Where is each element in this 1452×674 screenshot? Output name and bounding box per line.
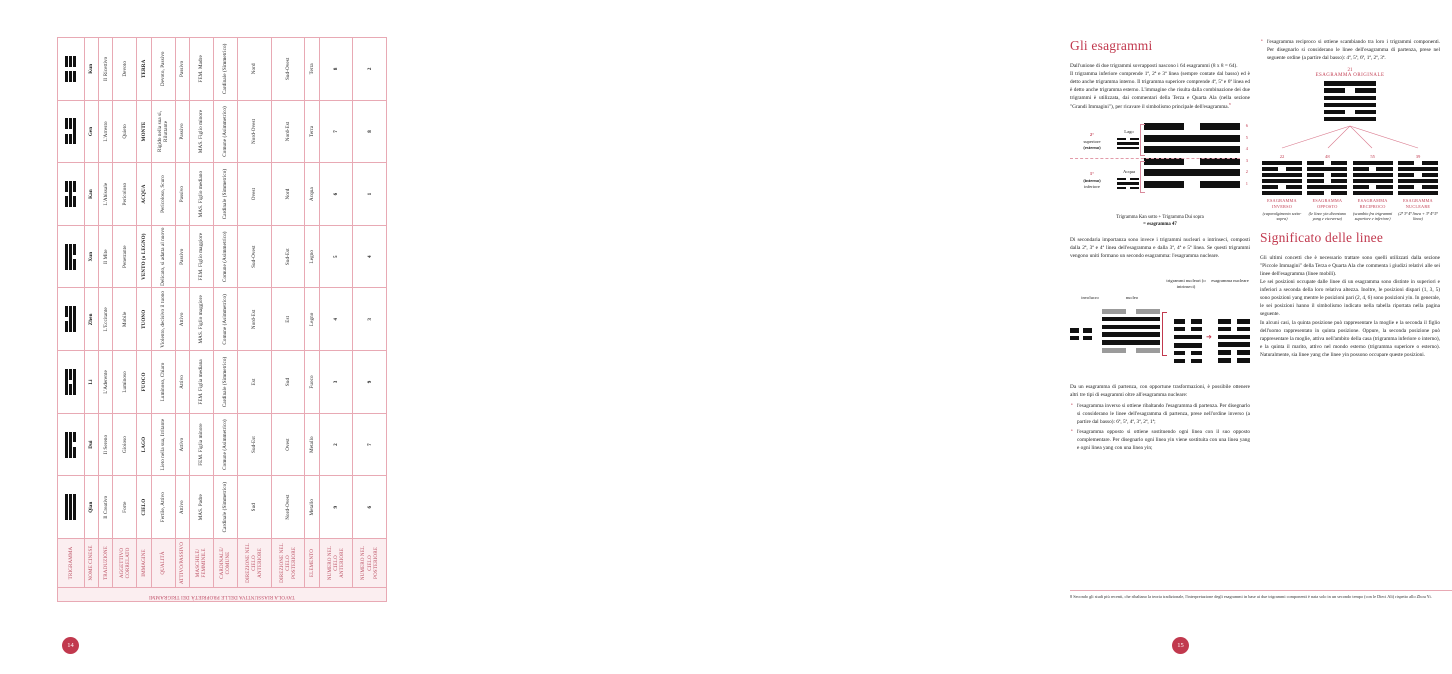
yin-line bbox=[1353, 167, 1393, 171]
table-row-label: DIREZIONE NEL CIELO ANTERIORE bbox=[237, 539, 271, 588]
yang-line bbox=[1102, 325, 1160, 330]
table-row-label: NUMERO NEL CIELO ANTERIORE bbox=[319, 539, 353, 588]
table-row-label: NUMERO NEL CIELO POSTERIORE bbox=[353, 539, 387, 588]
column-left bbox=[1070, 38, 1250, 454]
table-row-label: IMMAGINE bbox=[137, 539, 151, 588]
column-right bbox=[1260, 38, 1440, 359]
table-cell: Sud-Est bbox=[237, 413, 271, 476]
yang-line bbox=[1144, 169, 1248, 178]
table-cell bbox=[58, 100, 85, 163]
yang-line bbox=[1144, 134, 1248, 144]
variant-name: ESAGRAMMA INVERSO bbox=[1267, 198, 1297, 209]
table-cell: TERRA bbox=[137, 38, 151, 101]
table-cell: MAS. Figlio maggiore bbox=[190, 288, 214, 351]
variant-hexagram bbox=[1307, 161, 1347, 195]
rotated-table-container bbox=[57, 37, 387, 602]
table-cell bbox=[58, 38, 85, 101]
table-cell bbox=[58, 225, 85, 288]
table-cell: Legno bbox=[305, 225, 319, 288]
line-number: 4 bbox=[1245, 146, 1248, 152]
yin-line bbox=[1117, 187, 1139, 190]
involucro-line bbox=[1070, 328, 1092, 333]
table-row-label: TRIGRAMMA bbox=[58, 539, 85, 588]
table-cell: L'Arresto bbox=[99, 100, 113, 163]
fig2-label-nucleo: nucleo bbox=[1125, 295, 1139, 301]
yang-line bbox=[1102, 340, 1160, 345]
yang-line bbox=[1117, 147, 1139, 150]
table-cell: Xun bbox=[84, 225, 98, 288]
yang-line bbox=[1262, 191, 1302, 195]
table-cell: Nord-Ovest bbox=[271, 476, 305, 539]
table-cell: Il Mite bbox=[99, 225, 113, 288]
yang-line bbox=[1117, 142, 1139, 145]
table-cell: MONTE bbox=[137, 100, 151, 163]
bullet-list-right bbox=[1260, 38, 1440, 62]
table-cell: Lieto nella sua, Irritante bbox=[151, 413, 175, 476]
table-cell: FEM. Figlia minore bbox=[190, 413, 214, 476]
fig1-caption-line1: Trigramma Kan sotto + Trigramma Dui sopra bbox=[1116, 215, 1204, 221]
fig3-original-hexagram bbox=[1324, 81, 1376, 122]
table-cell: MAS. Figlio minore bbox=[190, 100, 214, 163]
yin-line bbox=[1117, 138, 1139, 141]
left-page bbox=[0, 0, 500, 674]
table-cell: 4 bbox=[353, 225, 387, 288]
fig1-lower-b: inferiore bbox=[1084, 184, 1100, 190]
yang-line bbox=[1102, 332, 1160, 337]
fig2-arrow-icon: ➜ bbox=[1206, 333, 1212, 342]
yang-line bbox=[1218, 335, 1250, 340]
yin-line bbox=[1307, 179, 1347, 183]
yin-line bbox=[1144, 123, 1248, 132]
table-cell: Metallo bbox=[305, 413, 319, 476]
trigram-glyph bbox=[64, 56, 78, 82]
trigram-glyph bbox=[64, 181, 78, 207]
fig2-label-esanucleare: esagramma nucleare bbox=[1211, 278, 1249, 284]
table-cell: Terra bbox=[305, 38, 319, 101]
yang-line bbox=[1398, 167, 1438, 171]
paragraph-5: Gli ultimi concetti che è necessario trattare sono quelli utilizzati dalla sezione "Piccole Immagini" della Terza e Quarta Ala che commenta i giudizi relativi alle sei linee dell'esagramma (linee mobili). bbox=[1260, 255, 1440, 278]
table-cell: Rigido nella sua si, Riluttante bbox=[151, 100, 175, 163]
yin-line bbox=[1174, 359, 1202, 364]
yang-line bbox=[1324, 81, 1376, 86]
involucro-line bbox=[1070, 336, 1092, 341]
yin-line bbox=[1307, 173, 1347, 177]
table-cell: L'Abissale bbox=[99, 163, 113, 226]
fig1-lower-number: 1° bbox=[1089, 171, 1095, 177]
table-cell bbox=[58, 476, 85, 539]
table-cell: Passivo bbox=[175, 225, 189, 288]
table-cell: Cardinale (Simmetrico) bbox=[213, 163, 237, 226]
fig2-bracket bbox=[1162, 312, 1167, 356]
table-cell: Kan bbox=[84, 163, 98, 226]
fan-lines-svg bbox=[1260, 124, 1440, 150]
table-cell: Comune (Asimmetrico) bbox=[213, 413, 237, 476]
paragraph-2: Il trigramma inferiore comprende 1ª, 2ª e 3ª linea (sempre contate dal basso) ed è detto anche trigramma interno. Il trigramma superiore comprende 4ª, 5ª e 6ª linea ed è detto anche trigramma esterno. L'immagine che risulta dalla combinazione dei due trigrammi è utilizzata, dai commentari della Terza e Quarta Ala (nella sezione "Grandi Immagini"), per ricavare il simbolismo principale dell'esagramma.$^8$ bbox=[1070, 71, 1250, 110]
variant-hexagram bbox=[1353, 161, 1393, 195]
fig2-label-nuclei: trigrammi nucleari (o intrinseci) bbox=[1166, 278, 1206, 289]
hexagram-variant bbox=[1351, 154, 1395, 221]
yang-line bbox=[1353, 173, 1393, 177]
table-cell: Passivo bbox=[175, 100, 189, 163]
table-cell: L'Aderente bbox=[99, 351, 113, 414]
table-cell: Nord bbox=[271, 163, 305, 226]
yang-line bbox=[1174, 335, 1202, 340]
table-cell: L'Eccitante bbox=[99, 288, 113, 351]
bullet-item: • l'esagramma opposto si ottiene sostituendo ogni linea con il suo opposto complementare. Per disegnarlo ogni linea yin viene sostituita con una linea yang e ogni linea yang con una linea yin; bbox=[1070, 428, 1250, 452]
table-cell: Nord-Ovest bbox=[237, 100, 271, 163]
trigram-properties-table bbox=[57, 37, 387, 602]
table-row-label: ATTIVO/PASSIVO bbox=[175, 539, 189, 588]
table-cell: Mobile bbox=[113, 288, 137, 351]
table-cell: FEM. Madre bbox=[190, 38, 214, 101]
table-cell: 9 bbox=[353, 351, 387, 414]
table-cell: Zhen bbox=[84, 288, 98, 351]
fig2-source-hexagram bbox=[1102, 309, 1160, 356]
table-row-label: ELEMENTO bbox=[305, 539, 319, 588]
table-cell: Comune (Asimmetrico) bbox=[213, 100, 237, 163]
table-cell: Comune (Asimmetrico) bbox=[213, 225, 237, 288]
yin-line bbox=[1307, 191, 1347, 195]
table-cell: Sud-Ovest bbox=[237, 225, 271, 288]
table-row-label: CARDINALE/ COMUNE bbox=[213, 539, 237, 588]
fig2-result-hexagram bbox=[1218, 319, 1250, 366]
bullet-list-left bbox=[1070, 402, 1250, 452]
bullet-item: • l'esagramma reciproco si ottiene scambiando tra loro i trigrammi componenti. Per disegnarlo si considerano le linee dell'esagramma di partenza, prese nel seguente ordine (a partire dal basso): 4ª, 5ª, 6ª, 1ª, 2ª, 3ª. bbox=[1260, 38, 1440, 62]
table-cell: FUOCO bbox=[137, 351, 151, 414]
fig3-fan-connector bbox=[1260, 124, 1440, 150]
variant-description: (scambio fra trigrammi superiore e inferiore) bbox=[1352, 211, 1393, 222]
table-cell: Nord bbox=[237, 38, 271, 101]
table-cell: Sud-Ovest bbox=[271, 38, 305, 101]
table-cell: ACQUA bbox=[137, 163, 151, 226]
fig2-label-involucro: involucro bbox=[1081, 295, 1099, 301]
fig1-caption-line2: = esagramma 47 bbox=[1143, 222, 1177, 227]
yang-line bbox=[1353, 191, 1393, 195]
table-cell: Devoto, Passivo bbox=[151, 38, 175, 101]
paragraph-4: Da un esagramma di partenza, con opportune trasformazioni, è possibile ottenere altri tre tipi di esagrammi oltre all'esagramma nucleare: bbox=[1070, 384, 1250, 399]
table-cell: 8 bbox=[353, 100, 387, 163]
table-cell: 6 bbox=[353, 476, 387, 539]
table-cell: 7 bbox=[319, 100, 353, 163]
trigram-glyph bbox=[64, 432, 78, 458]
variant-hexagram bbox=[1262, 161, 1302, 195]
table-cell: Pericoloso bbox=[113, 163, 137, 226]
yin-line bbox=[1102, 348, 1160, 353]
table-cell: 2 bbox=[319, 413, 353, 476]
variant-description: (le linee yin diventano yang e viceversa) bbox=[1308, 211, 1346, 222]
yang-line bbox=[1102, 317, 1160, 322]
table-cell bbox=[58, 288, 85, 351]
fig3-variant-list bbox=[1260, 154, 1440, 221]
table-cell: Attivo bbox=[175, 413, 189, 476]
heading-gli-esagrammi: Gli esagrammi bbox=[1070, 38, 1153, 53]
line-number: 1 bbox=[1245, 180, 1248, 186]
line-number: 2 bbox=[1245, 169, 1248, 175]
fig1-lower-a: (interno) bbox=[1083, 178, 1101, 184]
right-page bbox=[500, 0, 1440, 674]
paragraph-6: Le sei posizioni occupate dalle linee di un esagramma sono distinte in superiori e inferiori a seconda della loro relativa altezza. Inoltre, le posizioni dispari (1, 3, 5) sono posizioni yang mentre le posizioni pari (2, 4, 6) sono posizioni yin. In generale, le sei posizioni hanno il simbolismo indicato nella tabella riportata nella pagina seguente. bbox=[1260, 279, 1440, 318]
table-cell: 8 bbox=[319, 38, 353, 101]
table-cell: 2 bbox=[353, 38, 387, 101]
table-row-label: QUALITÀ bbox=[151, 539, 175, 588]
footnote-marker: 8 bbox=[1228, 102, 1231, 107]
yin-line bbox=[1218, 358, 1250, 363]
table-cell: Attivo bbox=[175, 476, 189, 539]
yin-line bbox=[1262, 167, 1302, 171]
table-cell: 7 bbox=[353, 413, 387, 476]
fig1-caption bbox=[1070, 215, 1250, 229]
table-cell: 6 bbox=[319, 163, 353, 226]
table-row-label: MASCHILE/ FEMMINILE bbox=[190, 539, 214, 588]
table-cell: MAS. Padre bbox=[190, 476, 214, 539]
table-cell: Attivo bbox=[175, 288, 189, 351]
table-row-label: TRADUZIONE bbox=[99, 539, 113, 588]
yin-line bbox=[1262, 185, 1302, 189]
table-cell: 4 bbox=[319, 288, 353, 351]
variant-description: (2ª 3ª 4ª linea + 3ª 4ª 5ª linea) bbox=[1398, 211, 1438, 222]
trigram-glyph bbox=[64, 494, 78, 520]
yin-line bbox=[1307, 161, 1347, 165]
trigram-glyph bbox=[64, 369, 78, 395]
table-cell: Il Creativo bbox=[99, 476, 113, 539]
table-cell: 5 bbox=[319, 225, 353, 288]
table-cell: Pericoloso, Scuro bbox=[151, 163, 175, 226]
table-cell: Cardinale (Simmetrico) bbox=[213, 351, 237, 414]
table-cell: Nord-Est bbox=[271, 100, 305, 163]
table-cell: Cardinale (Simmetrico) bbox=[213, 476, 237, 539]
table-cell: Comune (Asimmetrico) bbox=[213, 288, 237, 351]
hexagram-variant bbox=[1305, 154, 1349, 221]
yin-line bbox=[1174, 351, 1202, 356]
table-cell: Passivo bbox=[175, 38, 189, 101]
yin-line bbox=[1324, 88, 1376, 93]
yin-line bbox=[1398, 185, 1438, 189]
table-cell: TUONO bbox=[137, 288, 151, 351]
paragraph-1: Dall'unione di due trigrammi sovrapposti nascono i 64 esagrammi (8 x 8 = 64). bbox=[1070, 63, 1238, 69]
variant-number: 48 bbox=[1325, 154, 1330, 160]
yin-line bbox=[1324, 110, 1376, 115]
yang-line bbox=[1353, 161, 1393, 165]
variant-number: 55 bbox=[1370, 154, 1375, 160]
table-cell: Nord-Est bbox=[237, 288, 271, 351]
figure-hexagram-composition bbox=[1070, 120, 1250, 212]
trigram-glyph bbox=[64, 118, 78, 144]
fig1-lower-trigram bbox=[1117, 178, 1139, 191]
table-row-label: NOME CINESE bbox=[84, 539, 98, 588]
yin-line bbox=[1117, 178, 1139, 181]
fig1-bracket-lower bbox=[1140, 161, 1145, 193]
table-cell: Ovest bbox=[271, 413, 305, 476]
table-cell: Violento, decisivo il tuono bbox=[151, 288, 175, 351]
yin-line bbox=[1398, 161, 1438, 165]
variant-number: 22 bbox=[1279, 154, 1285, 160]
table-cell: Il Ricettivo bbox=[99, 38, 113, 101]
table-cell: Gioioso bbox=[113, 413, 137, 476]
table-cell: FEM. Figlio maggiore bbox=[190, 225, 214, 288]
yin-line bbox=[1398, 173, 1438, 177]
variant-name: ESAGRAMMA RECIPROCO bbox=[1357, 198, 1388, 209]
yang-line bbox=[1307, 185, 1347, 189]
yang-line bbox=[1262, 179, 1302, 183]
yin-line bbox=[1218, 350, 1250, 355]
fig1-upper-a: superiore bbox=[1083, 139, 1101, 145]
fig1-upper-b: (esterno) bbox=[1083, 145, 1101, 151]
page-number-left: 14 bbox=[62, 637, 79, 654]
table-cell: Dui bbox=[84, 413, 98, 476]
yin-line bbox=[1102, 309, 1160, 314]
bullet-item: • l'esagramma inverso si ottiene ribaltando l'esagramma di partenza. Per disegnarlo si considerano le linee dell'esagramma di partenza, prese nell'ordine inverso (a partire dal basso): 6ª, 5ª, 4ª, 3ª, 2ª, 1ª; bbox=[1070, 402, 1250, 426]
table-cell: Metallo bbox=[305, 476, 319, 539]
table-cell: VENTO (o LEGNO) bbox=[137, 225, 151, 288]
table-cell: Legno bbox=[305, 288, 319, 351]
footnote-text: 8 Secondo gli studi più recenti, che ribaltano la teoria tradizionale, l'interpretazione degli esagrammi in base ai due trigrammi componenti è nata solo in un secondo tempo (con le Dieci Ali) rispetto allo Zhou Yi. bbox=[1070, 590, 1452, 600]
fig2-nuclear-lower bbox=[1174, 343, 1202, 366]
page-number-right: 15 bbox=[1172, 637, 1189, 654]
fig2-involucro-mark bbox=[1070, 328, 1092, 344]
table-cell: 3 bbox=[353, 288, 387, 351]
table-row-label: DIREZIONE NEL CIELO POSTERIORE bbox=[271, 539, 305, 588]
yang-line bbox=[1144, 146, 1248, 155]
table-cell: Kun bbox=[84, 38, 98, 101]
fig1-upper-trigram bbox=[1117, 138, 1139, 151]
hexagram-variant bbox=[1396, 154, 1440, 221]
table-cell: Delicato, si adatta al nuovo bbox=[151, 225, 175, 288]
table-cell: Qian bbox=[84, 476, 98, 539]
variant-hexagram bbox=[1398, 161, 1438, 195]
table-cell: Acqua bbox=[305, 163, 319, 226]
fig1-bracket-upper bbox=[1140, 124, 1145, 156]
fig1-upper-number: 2° bbox=[1089, 132, 1095, 138]
table-cell: Sud bbox=[271, 351, 305, 414]
table-cell: 9 bbox=[319, 476, 353, 539]
paragraph-3: Di secondaria importanza sono invece i trigrammi nucleari o intrinseci, composti dalla 2ª, 3ª e 4ª linea dell'esagramma e dalla 3ª, 4ª e 5ª linea. Se questi trigrammi vengono uniti formano un secondo esagramma: l'esagramma nucleare. bbox=[1070, 236, 1250, 260]
table-cell: Passivo bbox=[175, 163, 189, 226]
yin-line bbox=[1353, 185, 1393, 189]
table-cell: Attivo bbox=[175, 351, 189, 414]
yang-line bbox=[1324, 96, 1376, 101]
figure-hexagram-variants bbox=[1260, 68, 1440, 222]
table-cell: Gen bbox=[84, 100, 98, 163]
yang-line bbox=[1324, 117, 1376, 122]
trigram-table-wrapper bbox=[57, 37, 387, 602]
table-cell: 3 bbox=[319, 351, 353, 414]
fig3-original-number: 21 bbox=[1347, 68, 1353, 74]
table-cell: Est bbox=[237, 351, 271, 414]
yin-line bbox=[1144, 180, 1248, 190]
yang-line bbox=[1398, 191, 1438, 195]
table-cell: Forte bbox=[113, 476, 137, 539]
heading-significato-delle-linee: Significato delle linee bbox=[1260, 230, 1384, 246]
fig1-upper-name: Lago bbox=[1124, 129, 1134, 135]
table-cell: Devoto bbox=[113, 38, 137, 101]
yang-line bbox=[1218, 342, 1250, 347]
table-cell: Sud-Est bbox=[271, 225, 305, 288]
yang-line bbox=[1262, 173, 1302, 177]
yang-line bbox=[1117, 182, 1139, 185]
table-cell: Fertile, Attivo bbox=[151, 476, 175, 539]
variant-number: 39 bbox=[1415, 154, 1421, 160]
table-cell: Il Sereno bbox=[99, 413, 113, 476]
table-cell: MAS. Figlio mediano bbox=[190, 163, 214, 226]
table-cell: Luminoso, Chiaro bbox=[151, 351, 175, 414]
yang-line bbox=[1398, 179, 1438, 183]
variant-name: ESAGRAMMA NUCLEARE bbox=[1403, 198, 1433, 209]
fig1-divider bbox=[1070, 158, 1240, 159]
paragraph-7: In alcuni casi, la quinta posizione può rappresentare la moglie e la seconda il figlio dell'uomo rappresentato in quinta posizione. Oppure, la seconda posizione può rappresentare la moglie, attiva nell'ambito della casa (trigramma inferiore o interno), e la quinta il marito, attivo nel mondo esterno (trigramma superiore o esterno). Naturalmente, sia linee yang che linee yin possono occupare queste posizioni. bbox=[1260, 319, 1440, 358]
yin-line bbox=[1174, 319, 1202, 324]
yin-line bbox=[1218, 327, 1250, 332]
table-cell: Sud bbox=[237, 476, 271, 539]
table-cell: Ovest bbox=[237, 163, 271, 226]
yang-line bbox=[1353, 179, 1393, 183]
yang-line bbox=[1262, 161, 1302, 165]
yang-line bbox=[1174, 343, 1202, 348]
table-cell bbox=[58, 413, 85, 476]
table-cell: Penetrante bbox=[113, 225, 137, 288]
table-cell: Fuoco bbox=[305, 351, 319, 414]
table-cell: Quieto bbox=[113, 100, 137, 163]
figure-nuclear-trigrams bbox=[1070, 267, 1250, 379]
table-cell bbox=[58, 351, 85, 414]
table-cell: FEM. Figlia mediana bbox=[190, 351, 214, 414]
table-cell: 1 bbox=[353, 163, 387, 226]
trigram-glyph bbox=[64, 244, 78, 270]
line-number: 5 bbox=[1245, 134, 1248, 140]
fig1-lower-name: Acqua bbox=[1123, 169, 1135, 175]
yin-line bbox=[1218, 319, 1250, 324]
hexagram-variant bbox=[1260, 154, 1304, 221]
table-cell: Est bbox=[271, 288, 305, 351]
table-cell: LAGO bbox=[137, 413, 151, 476]
table-cell: Cardinale (Simmetrico) bbox=[213, 38, 237, 101]
table-cell: Li bbox=[84, 351, 98, 414]
table-cell bbox=[58, 163, 85, 226]
yang-line bbox=[1307, 167, 1347, 171]
variant-description: (capovolgimento sotto-sopra) bbox=[1262, 211, 1302, 222]
table-cell: Luminoso bbox=[113, 351, 137, 414]
table-row-label: AGGETTIVO CORRELATO bbox=[113, 539, 137, 588]
fig2-nuclear-upper bbox=[1174, 319, 1202, 342]
fig3-original-title: ESAGRAMMA ORIGINALE bbox=[1315, 73, 1385, 79]
yin-line bbox=[1174, 327, 1202, 332]
table-cell: CIELO bbox=[137, 476, 151, 539]
line-number: 3 bbox=[1245, 157, 1248, 163]
yang-line bbox=[1324, 103, 1376, 108]
trigram-glyph bbox=[64, 306, 78, 332]
table-cell: Terra bbox=[305, 100, 319, 163]
variant-name: ESAGRAMMA OPPOSTO bbox=[1312, 198, 1343, 209]
table-title: TAVOLA RIASSUNTIVA DELLE PROPRIETÀ DEI TRIGRAMMI bbox=[58, 588, 387, 602]
line-number: 6 bbox=[1245, 123, 1248, 129]
